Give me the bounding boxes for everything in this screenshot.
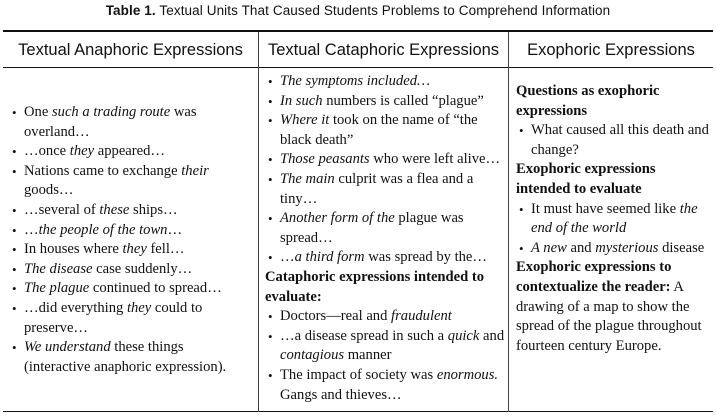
text-run: culprit was a flea and a tiny… xyxy=(280,170,474,207)
section-text: A drawing of a map to show the spread of the plague throughout fourteen century Europe. xyxy=(516,278,702,354)
italic-text: these xyxy=(99,201,130,218)
text-run: The impact of society was xyxy=(280,366,437,383)
list-item xyxy=(9,142,251,162)
text-run: ships… xyxy=(129,201,178,218)
bullet-list xyxy=(9,103,251,377)
section-heading: Exophoric expressions intended to evaluate xyxy=(516,161,656,197)
list-item xyxy=(9,221,251,241)
bullet-icon: • xyxy=(12,340,17,356)
list-item xyxy=(9,279,251,299)
list-item xyxy=(516,239,713,259)
bullet-icon: • xyxy=(268,309,273,325)
bullet-list xyxy=(516,200,713,259)
bullet-icon: • xyxy=(12,202,17,218)
text-run: these things (interactive anaphoric expression). xyxy=(24,339,227,375)
text-run: was spread by the… xyxy=(364,249,488,266)
list-item xyxy=(265,209,505,248)
text-run: who were left alive… xyxy=(369,151,501,168)
bullet-icon: • xyxy=(268,367,273,383)
text-run: appeared… xyxy=(94,143,166,160)
text-run: plague was spread… xyxy=(280,210,464,246)
italic-text: Another form of the xyxy=(280,210,395,227)
list-item xyxy=(9,201,251,221)
section-heading-label: Exophoric expressions to contextualize the reader: xyxy=(516,259,672,295)
header-exophoric: Exophoric Expressions xyxy=(527,40,695,59)
bullet-list xyxy=(265,307,505,405)
column-divider-2 xyxy=(508,32,509,412)
bottom-rule xyxy=(3,411,713,412)
bullet-icon: • xyxy=(12,163,17,179)
bullet-icon: • xyxy=(268,250,273,266)
italic-text: The symptoms included… xyxy=(280,73,430,89)
bullet-icon: • xyxy=(12,144,17,160)
italic-text: The main xyxy=(280,170,335,187)
section-heading: Questions as exophoric expressions xyxy=(516,83,660,119)
text-run: In houses where xyxy=(24,241,123,258)
bullet-icon: • xyxy=(12,105,17,120)
list-item xyxy=(516,200,713,239)
text-run: could to preserve… xyxy=(24,299,203,336)
text-run: Nations came to exchange xyxy=(24,162,182,179)
list-item xyxy=(9,240,251,260)
bullet-icon: • xyxy=(12,300,17,316)
text-run: One xyxy=(24,104,52,120)
text-run: case suddenly… xyxy=(92,260,193,277)
text-run: manner xyxy=(344,347,392,364)
list-item xyxy=(265,150,505,170)
bullet-icon: • xyxy=(268,152,273,168)
bullet-icon: • xyxy=(268,74,273,89)
italic-text: the people of the town xyxy=(38,221,168,238)
table-label: Table 1. xyxy=(105,3,156,18)
text-run: Gangs and thieves… xyxy=(280,386,402,403)
list-item xyxy=(9,299,251,338)
list-item xyxy=(265,170,505,209)
bullet-list xyxy=(516,121,713,160)
text-run: goods… xyxy=(24,182,74,199)
italic-text: We understand xyxy=(24,339,111,356)
bullet-icon: • xyxy=(519,201,524,217)
top-rule xyxy=(3,30,713,32)
italic-text: Those peasants xyxy=(280,151,370,168)
list-item xyxy=(265,307,505,327)
text-run: … xyxy=(167,221,183,238)
table-title: Textual Units That Caused Students Problems to Comprehend Information xyxy=(159,3,611,18)
list-item xyxy=(265,111,505,150)
bullet-icon: • xyxy=(519,240,524,256)
bullet-icon: • xyxy=(268,328,273,344)
bullet-icon: • xyxy=(12,281,17,297)
list-item xyxy=(516,121,713,160)
list-item xyxy=(9,162,251,201)
italic-text: quick xyxy=(447,327,480,344)
list-item xyxy=(265,366,505,405)
italic-text: they xyxy=(122,241,147,258)
text-run: …a disease spread in such a xyxy=(280,327,448,344)
text-run: … xyxy=(280,249,295,266)
list-item xyxy=(9,103,251,142)
text-run: … xyxy=(24,221,39,238)
header-rule xyxy=(3,67,713,68)
italic-text: their xyxy=(181,162,209,179)
header-cataphoric: Textual Cataphoric Expressions xyxy=(267,40,500,59)
text-run: and xyxy=(479,327,505,344)
section-heading: Cataphoric expressions intended to evaluate: xyxy=(265,268,485,305)
italic-text: Where it xyxy=(280,112,330,129)
list-item xyxy=(265,92,505,112)
list-item xyxy=(9,338,251,377)
exophoric-column xyxy=(516,82,713,356)
list-item xyxy=(265,72,505,92)
text-run: and xyxy=(566,239,596,256)
italic-text: they xyxy=(69,143,95,160)
italic-text: they xyxy=(126,299,152,316)
text-run: It must have seemed like xyxy=(531,200,680,217)
bullet-icon: • xyxy=(268,171,273,187)
text-run: …did everything xyxy=(24,299,127,316)
italic-text: contagious xyxy=(280,347,345,364)
bullet-icon: • xyxy=(12,261,17,277)
column-divider-1 xyxy=(258,32,259,412)
text-run: fell… xyxy=(146,241,185,258)
text-run: …several of xyxy=(24,201,100,218)
italic-text: enormous. xyxy=(436,366,499,383)
bullet-icon: • xyxy=(268,211,273,227)
bullet-icon: • xyxy=(12,222,17,238)
italic-text: A new xyxy=(531,239,567,256)
header-anaphoric: Textual Anaphoric Expressions xyxy=(18,40,243,59)
text-run: was overland… xyxy=(24,104,197,140)
italic-text: The disease xyxy=(24,260,93,277)
italic-text: In such xyxy=(280,92,323,109)
bullet-icon: • xyxy=(519,123,524,139)
text-run: disease xyxy=(658,239,705,256)
text-run: numbers is called “plague” xyxy=(322,92,484,109)
italic-text: a third form xyxy=(294,249,365,266)
bullet-icon: • xyxy=(268,113,273,129)
italic-text: mysterious xyxy=(595,239,659,256)
text-run: What caused all this death and change? xyxy=(531,122,709,158)
italic-text: such a trading route xyxy=(51,104,171,120)
italic-text: fraudulent xyxy=(391,308,452,325)
italic-text: The plague xyxy=(24,280,90,297)
list-item xyxy=(265,248,505,268)
text-run: continued to spread… xyxy=(89,280,222,297)
text-run: Doctors—real and xyxy=(280,308,392,325)
anaphoric-column xyxy=(9,103,251,377)
text-run: …once xyxy=(24,143,70,160)
table-caption xyxy=(0,3,716,18)
bullet-list xyxy=(265,72,505,268)
list-item xyxy=(265,327,505,366)
list-item xyxy=(9,260,251,280)
section-heading xyxy=(516,258,713,356)
bullet-icon: • xyxy=(12,242,17,258)
text-run: took on the name of “the black death” xyxy=(280,112,478,148)
italic-text: the end of the world xyxy=(531,200,698,237)
bullet-icon: • xyxy=(268,93,273,109)
cataphoric-column xyxy=(265,72,505,405)
